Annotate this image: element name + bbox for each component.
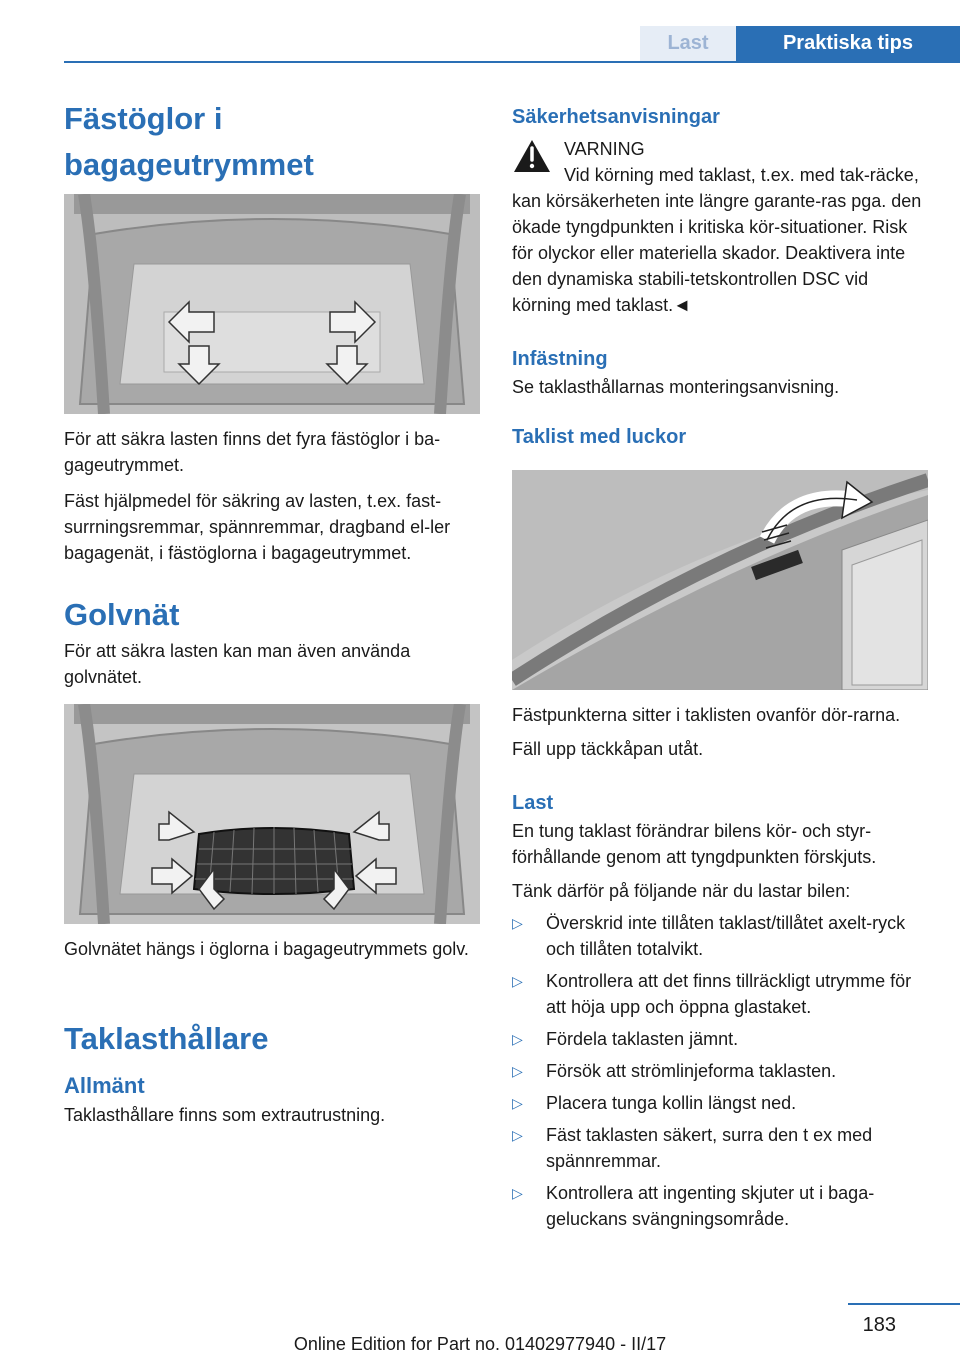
bullet-triangle-icon: ▷: [512, 1095, 523, 1111]
warning-block: [512, 136, 928, 162]
bullet-triangle-icon: ▷: [512, 1031, 523, 1047]
subsection-title-allmant: Allmänt: [64, 1073, 145, 1098]
subsection-title-infastning: Infästning: [512, 348, 608, 370]
subsection-title-sakerhetsanvisningar: Säkerhetsanvisningar: [512, 106, 720, 128]
list-item: ▷ Kontrollera att ingenting skjuter ut i baga-geluckans svängningsområde.: [512, 1180, 928, 1232]
paragraph-lashing-aids: Fäst hjälpmedel för säkring av lasten, t.ex. fast-surrningsremmar, spännremmar, dragband el-ler bagagenät, i fästöglorna i bagageutrymmet.: [64, 491, 451, 563]
list-item: ▷ Försök att strömlinjeforma taklasten.: [512, 1058, 928, 1084]
subsection-title-taklist: Taklist med luckor: [512, 426, 687, 448]
section-title-taklasthallare: Taklasthållare: [64, 1021, 269, 1056]
paragraph-golvnat-hang: Golvnätet hängs i öglorna i bagageutrymmets golv.: [64, 939, 469, 959]
page-number: 183: [862, 1314, 896, 1336]
paragraph-allmant: Taklasthållare finns som extrautrustning.: [64, 1105, 386, 1125]
right-column: [512, 96, 928, 1238]
warning-label: VARNING: [564, 139, 645, 159]
load-checklist: [512, 910, 928, 1232]
floor-net-illustration: [64, 704, 480, 924]
header-chapter: Last: [640, 26, 736, 61]
bullet-triangle-icon: ▷: [512, 1063, 523, 1079]
paragraph-lashing-eyes: För att säkra lasten finns det fyra fästöglor i ba-gageutrymmet.: [64, 429, 441, 475]
paragraph-last-intro: En tung taklast förändrar bilens kör- och styr-förhållande genom att tyngdpunkten förskjuts.: [512, 821, 877, 867]
footer-rule: [848, 1303, 960, 1305]
bullet-triangle-icon: ▷: [512, 1127, 523, 1143]
paragraph-taklist-points: Fästpunkterna sitter i taklisten ovanför dör-rarna.: [512, 705, 901, 725]
bullet-triangle-icon: ▷: [512, 1185, 523, 1201]
paragraph-last-checklist-intro: Tänk därför på följande när du lastar bilen:: [512, 881, 851, 901]
bullet-triangle-icon: ▷: [512, 973, 523, 989]
list-item: ▷ Fördela taklasten jämnt.: [512, 1026, 928, 1052]
warning-triangle-icon: [512, 138, 552, 174]
bullet-triangle-icon: ▷: [512, 915, 523, 931]
list-item: ▷ Kontrollera att det finns tillräckligt utrymme för att höja upp och öppna glastaket.: [512, 968, 928, 1020]
paragraph-golvnat-intro: För att säkra lasten kan man även använda golvnätet.: [64, 641, 411, 687]
list-item: ▷ Överskrid inte tillåten taklast/tillåtet axelt-ryck och tillåten totalvikt.: [512, 910, 928, 962]
left-column: [64, 96, 480, 1128]
trunk-lashing-eyes-illustration: [64, 194, 480, 414]
section-title-golvnat: Golvnät: [64, 597, 180, 632]
section-title-fastoglor: Fästöglor i bagageutrymmet: [64, 101, 314, 182]
footer-edition: Online Edition for Part no. 01402977940 - II/17: [293, 1334, 667, 1354]
header-section-tab: Praktiska tips: [736, 26, 960, 61]
list-item: ▷ Fäst taklasten säkert, surra den t ex med spännremmar.: [512, 1122, 928, 1174]
list-item: ▷ Placera tunga kollin längst ned.: [512, 1090, 928, 1116]
roof-rail-flap-illustration: [512, 470, 928, 690]
paragraph-taklist-flap: Fäll upp täckkåpan utåt.: [512, 739, 704, 759]
subsection-title-last: Last: [512, 792, 554, 814]
header-rule: [64, 61, 960, 63]
warning-text: Vid körning med taklast, t.ex. med tak-räcke, kan körsäkerheten inte längre garante-ras pga. den ökade tyngdpunkten i kritiska kör-situationer. Risk för olyckor eller materiella skador. Deaktivera inte den dynamiska stabili-tetskontrollen DSC vid körning med taklast.◄: [512, 165, 922, 315]
paragraph-infastning: Se taklasthållarnas monteringsanvisning.: [512, 377, 840, 397]
